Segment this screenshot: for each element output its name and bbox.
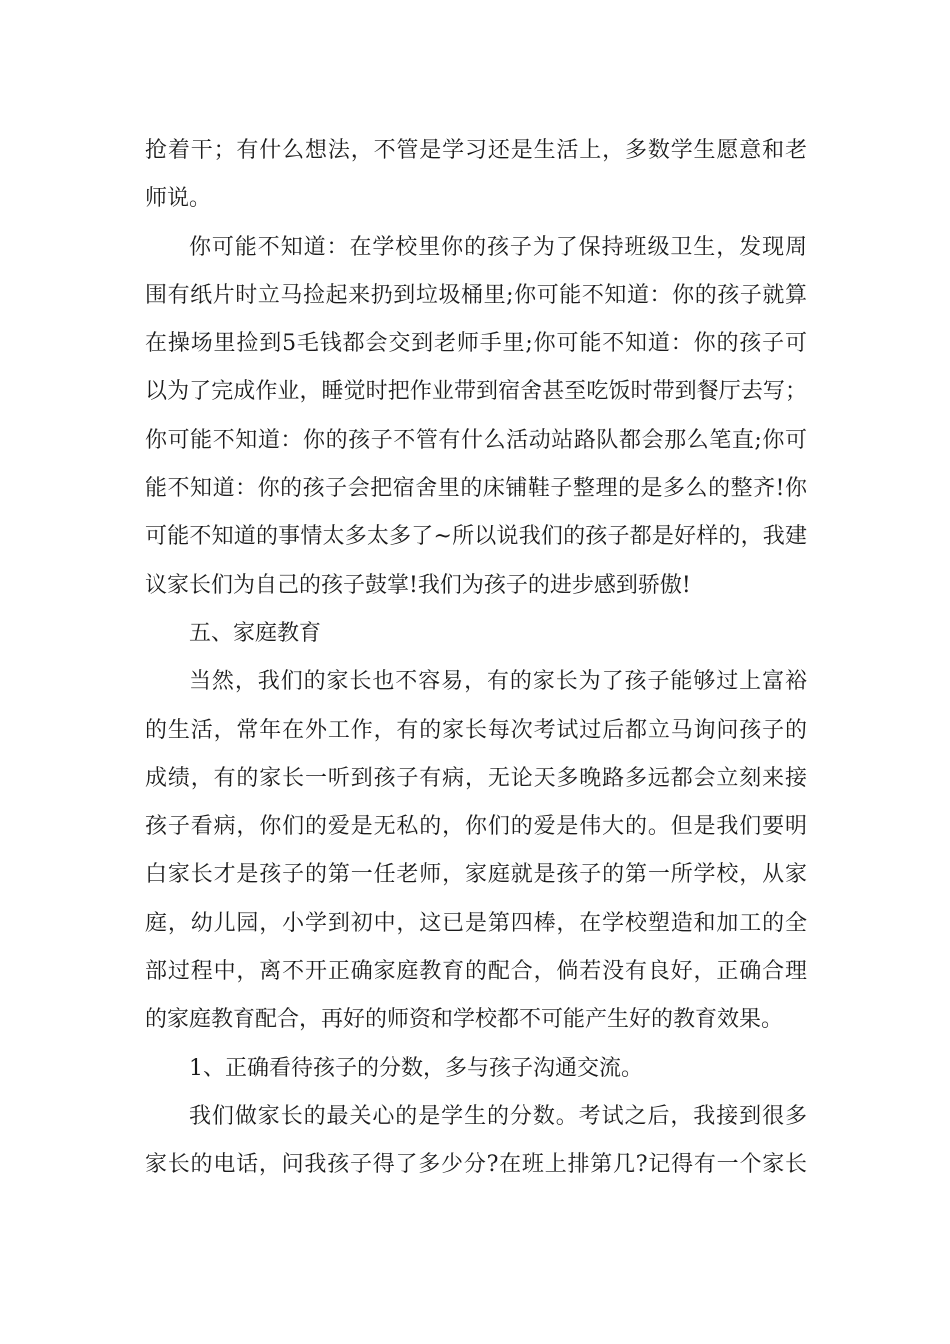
text-line: 抢着干；有什么想法，不管是学习还是生活上，多数学生愿意和老	[145, 138, 807, 163]
text-line: 在操场里捡到5毛钱都会交到老师手里;你可能不知道：你的孩子可	[145, 331, 807, 357]
text-line: 当然，我们的家长也不容易，有的家长为了孩子能够过上富裕	[189, 669, 807, 695]
body-text	[145, 127, 807, 1190]
text-line: 部过程中，离不开正确家庭教育的配合，倘若没有良好，正确合理	[145, 959, 807, 985]
text-line: 你可能不知道：在学校里你的孩子为了保持班级卫生，发现周	[189, 234, 807, 260]
text-line: 能不知道：你的孩子会把宿舍里的床铺鞋子整理的是多么的整齐!你	[145, 476, 807, 502]
text-line: 五、家庭教育	[189, 620, 322, 646]
text-line: 以为了完成作业，睡觉时把作业带到宿舍甚至吃饭时带到餐厅去写；	[145, 379, 807, 405]
text-line: 白家长才是孩子的第一任老师，家庭就是孩子的第一所学校，从家	[145, 862, 807, 888]
text-line: 庭，幼儿园，小学到初中，这已是第四棒，在学校塑造和加工的全	[145, 910, 807, 936]
text-line: 家长的电话，问我孩子得了多少分?在班上排第几?记得有一个家长	[145, 1152, 807, 1178]
text-line: 的家庭教育配合，再好的师资和学校都不可能产生好的教育效果。	[145, 1007, 784, 1033]
text-line: 我们做家长的最关心的是学生的分数。考试之后，我接到很多	[189, 1103, 807, 1129]
text-line: 可能不知道的事情太多太多了~所以说我们的孩子都是好样的，我建	[145, 524, 807, 550]
text-line: 你可能不知道：你的孩子不管有什么活动站路队都会那么笔直;你可	[145, 427, 807, 453]
text-line: 的生活，常年在外工作，有的家长每次考试过后都立马询问孩子的	[145, 717, 807, 743]
text-line: 成绩，有的家长一听到孩子有病，无论天多晚路多远都会立刻来接	[145, 765, 807, 791]
text-line: 1、正确看待孩子的分数，多与孩子沟通交流。	[189, 1055, 643, 1081]
text-line: 围有纸片时立马捡起来扔到垃圾桶里;你可能不知道：你的孩子就算	[145, 282, 807, 308]
text-line: 孩子看病，你们的爱是无私的，你们的爱是伟大的。但是我们要明	[145, 814, 807, 840]
text-line: 议家长们为自己的孩子鼓掌!我们为孩子的进步感到骄傲!	[145, 572, 691, 598]
text-line: 师说。	[145, 186, 212, 212]
